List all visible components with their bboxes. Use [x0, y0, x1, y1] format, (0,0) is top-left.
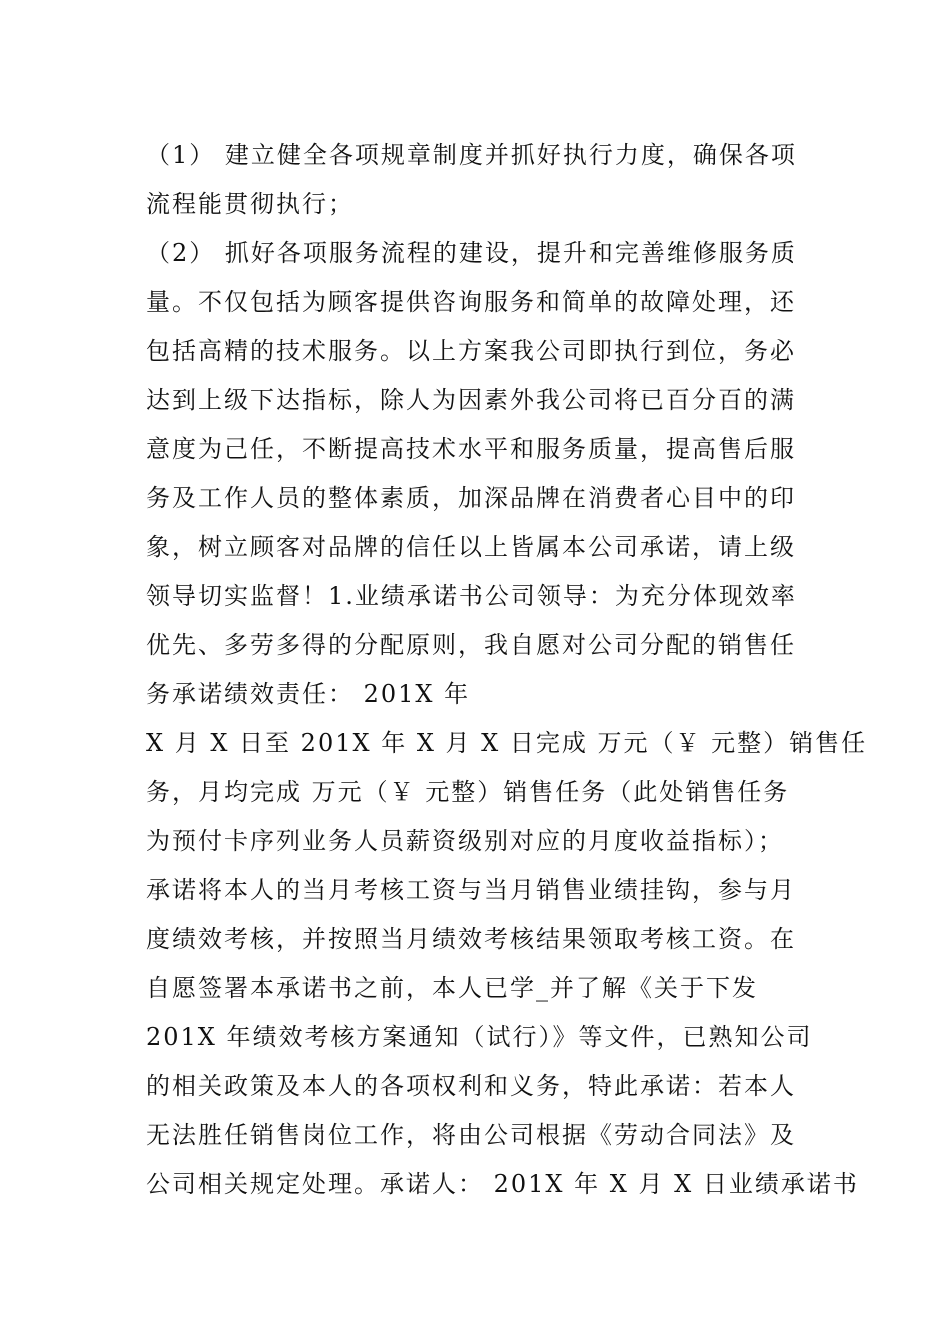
text-line: 意度为己任，不断提高技术水平和服务质量，提高售后服 [146, 435, 796, 463]
text-line: 量。不仅包括为顾客提供咨询服务和简单的故障处理，还 [146, 288, 796, 316]
text-line: （1） 建立健全各项规章制度并抓好执行力度，确保各项 [146, 141, 797, 169]
text-line: 流程能贯彻执行； [146, 190, 354, 218]
text-line: X 月 X 日至 201X 年 X 月 X 日完成 万元（￥ 元整）销售任 [146, 729, 868, 757]
text-line: （2） 抓好各项服务流程的建设，提升和完善维修服务质 [146, 239, 797, 267]
text-line: 务承诺绩效责任： 201X 年 [146, 680, 471, 708]
text-line: 达到上级下达指标，除人为因素外我公司将已百分百的满 [146, 386, 796, 414]
text-line: 的相关政策及本人的各项权利和义务，特此承诺：若本人 [146, 1072, 796, 1100]
text-line: 公司相关规定处理。承诺人： 201X 年 X 月 X 日业绩承诺书 [146, 1170, 859, 1198]
text-line: 为预付卡序列业务人员薪资级别对应的月度收益指标）； [146, 827, 784, 855]
text-line: 优先、多劳多得的分配原则，我自愿对公司分配的销售任 [146, 631, 796, 659]
document-body [146, 131, 868, 1209]
text-line: 象，树立顾客对品牌的信任以上皆属本公司承诺，请上级 [146, 533, 796, 561]
text-line: 领导切实监督！1.业绩承诺书公司领导：为充分体现效率 [146, 582, 797, 610]
text-line: 务，月均完成 万元（￥ 元整）销售任务（此处销售任务 [146, 778, 790, 806]
text-line: 无法胜任销售岗位工作，将由公司根据《劳动合同法》及 [146, 1121, 796, 1149]
text-line: 包括高精的技术服务。以上方案我公司即执行到位，务必 [146, 337, 796, 365]
text-line: 201X 年绩效考核方案通知（试行）》等文件，已熟知公司 [146, 1023, 813, 1051]
text-line: 度绩效考核，并按照当月绩效考核结果领取考核工资。在 [146, 925, 796, 953]
text-line: 务及工作人员的整体素质，加深品牌在消费者心目中的印 [146, 484, 796, 512]
text-line: 自愿签署本承诺书之前，本人已学_并了解《关于下发 [146, 974, 758, 1002]
text-line: 承诺将本人的当月考核工资与当月销售业绩挂钩，参与月 [146, 876, 796, 904]
